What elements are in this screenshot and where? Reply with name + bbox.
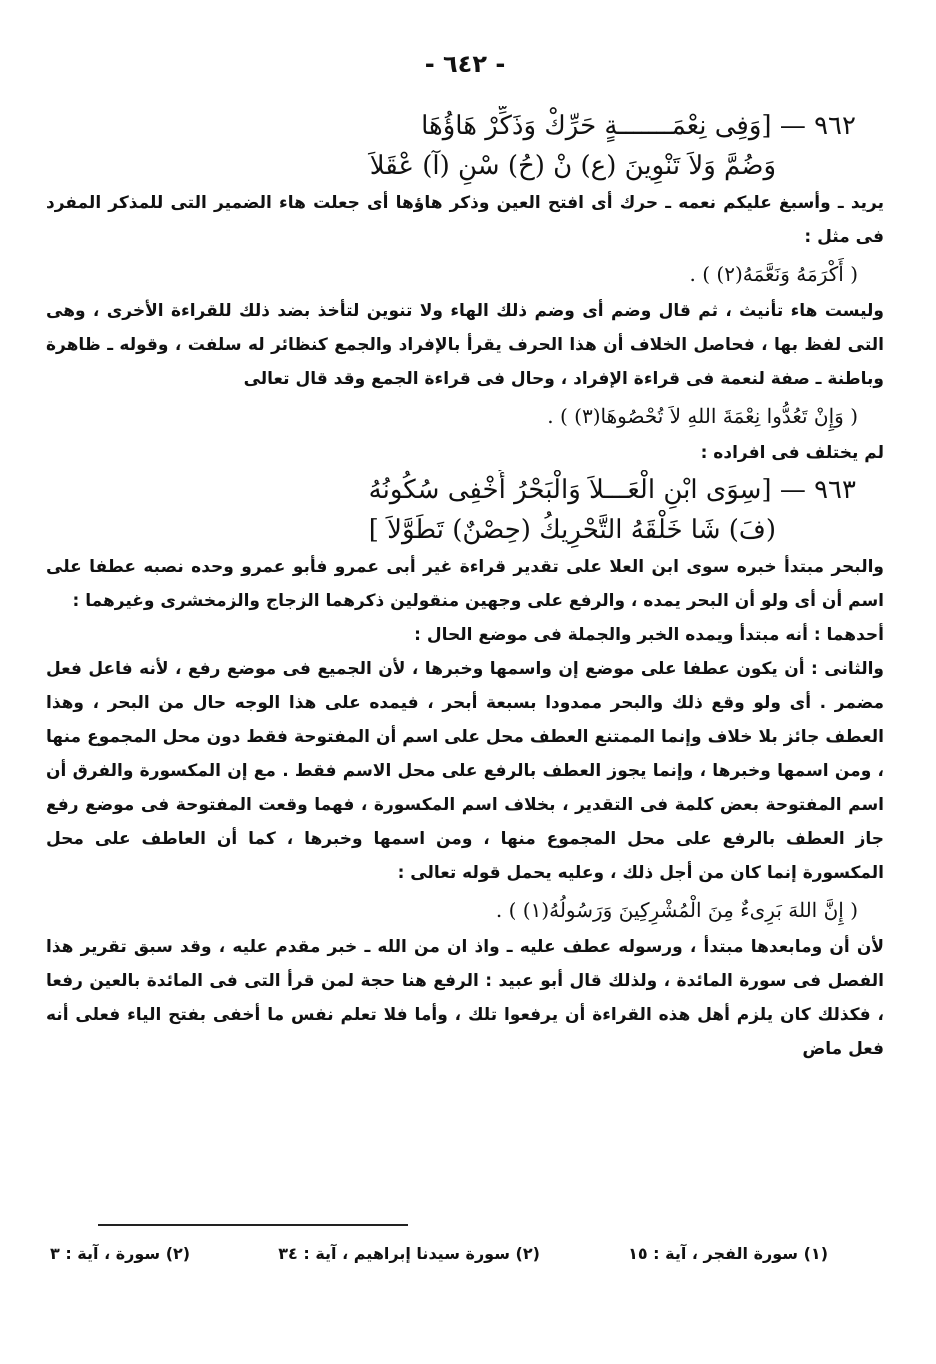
paragraph-3: لم يختلف فى افراده : xyxy=(700,443,884,463)
quran-quote-2: ( وَإِنْ تَعُدُّوا نِعْمَةَ اللهِ لاَ تُحْصُوهَا(٣) ) . xyxy=(547,404,858,428)
footnote-1: (١) سورة الفجر ، آية : ١٥ xyxy=(628,1244,828,1263)
footnotes xyxy=(50,1244,828,1263)
paragraph-7: لأن أن ومابعدها مبتدأ ، ورسوله عطف عليه ـ واذ ان من الله ـ خبر مقدم عليه ، وقد سبق تقرير هذا الفصل فى سورة المائدة ، ولذلك قال أبو عبيد : الرفع هنا حجة لمن قرأ التى فى المائدة بالعين رفعا ، فكذلك كان يلزم أهل هذه القراءة أن يرفعوا تلك ، وأما فلا تعلم نفس ما أخفى بفتح الياء فعلى أنه فعل ماض xyxy=(46,937,884,1059)
paragraph-5: أحدهما : أنه مبتدأ ويمده الخبر والجملة فى موضع الحال : xyxy=(414,625,884,645)
verse-962-line-2: وَضُمَّ وَلاَ تَنْوِينَ (ع) نْ (حُ) سْنِ (آ) عْقَلاَ xyxy=(369,151,776,181)
page-number: - ٦٤٢ - xyxy=(424,50,506,78)
paragraph-2: وليست هاء تأنيث ، ثم قال وضم أى وضم ذلك الهاء ولا تنوين لتأخذ بضد ذلك للقراءة الأخرى ، وهى التى لفظ بها ، فحاصل الخلاف أن هذا الحرف يقرأ بالإفراد والجمع كنظائر له سلفت ، وقوله ـ ظاهرة وباطنة ـ صفة لنعمة فى قراءة الإفراد ، وحال فى قراءة الجمع وقد قال تعالى xyxy=(46,301,884,389)
paragraph-1: يريد ـ وأسبغ عليكم نعمه ـ حرك أى افتح العين وذكر هاؤها أى جعلت هاء الضمير التى للمذكر المفرد فى مثل : xyxy=(46,193,884,247)
paragraph-6: والثانى : أن يكون عطفا على موضع إن واسمها وخبرها ، لأن الجميع فى موضع رفع ، لأنه فاعل فعل مضمر . أى ولو وقع ذلك والبحر ممدودا بسبعة أبحر ، فيمده على هذا الوجه حال من البحر ، وهذا العطف جائز بلا خلاف وإنما الممتنع العطف محل على اسم أن المفتوحة فقط دون محل المجموع منها ، ومن اسمها وخبرها ، وإنما يجوز العطف بالرفع على محل الاسم فقط . مع إن المكسورة والفرق أن اسم المفتوحة بعض كلمة فى التقدير ، بخلاف اسم المكسورة ، فهما وقعت المفتوحة فى موضع رفع جاز العطف بالرفع على محل المجموع منها ، ومن اسمها وخبرها ، كما أن العاطف على محل المكسورة إنما كان من أجل ذلك ، وعليه يحمل قوله تعالى : xyxy=(46,659,884,883)
footnote-3: (٢) سورة ، آية : ٣ xyxy=(50,1244,191,1263)
verse-963-line-2: (فَ) شَا خَلْقَهُ التَّحْرِيكُ (حِصْنٌ) تَطَوَّلاَ ] xyxy=(368,515,776,545)
quran-quote-3: ( إِنَّ اللهَ بَرِىءٌ مِنَ الْمُشْرِكِينَ وَرَسُولُهُ(١) ) . xyxy=(495,898,858,922)
footnote-divider xyxy=(98,1224,408,1226)
verse-963 xyxy=(46,470,884,550)
footnote-2: (٢) سورة سيدنا إبراهيم ، آية : ٣٤ xyxy=(278,1244,540,1263)
paragraph-4: والبحر مبتدأ خبره سوى ابن العلا على تقدير قراءة غير أبى عمرو فأبو عمرو وحده نصبه عطفا على اسم أن أى ولو أن البحر يمده ، والرفع على وجهين منقولين ذكرهما الزجاج والزمخشرى وغيرهما : xyxy=(46,557,884,611)
quran-quote-1: ( أَكْرَمَهُ وَنَعَّمَهُ(٢) ) . xyxy=(689,262,858,286)
verse-963-line-1: ٩٦٣ — [سِوَى ابْنِ الْعَـــلاَ وَالْبَحْرُ أُخْفِى سُكُونُهُ xyxy=(368,475,856,505)
verse-962-line-1: ٩٦٢ — [وَفِى نِعْمَـــــــةٍ حَرِّكْ وَذَكِّرْ هَاؤُهَا xyxy=(421,111,856,141)
verse-962 xyxy=(46,106,884,186)
